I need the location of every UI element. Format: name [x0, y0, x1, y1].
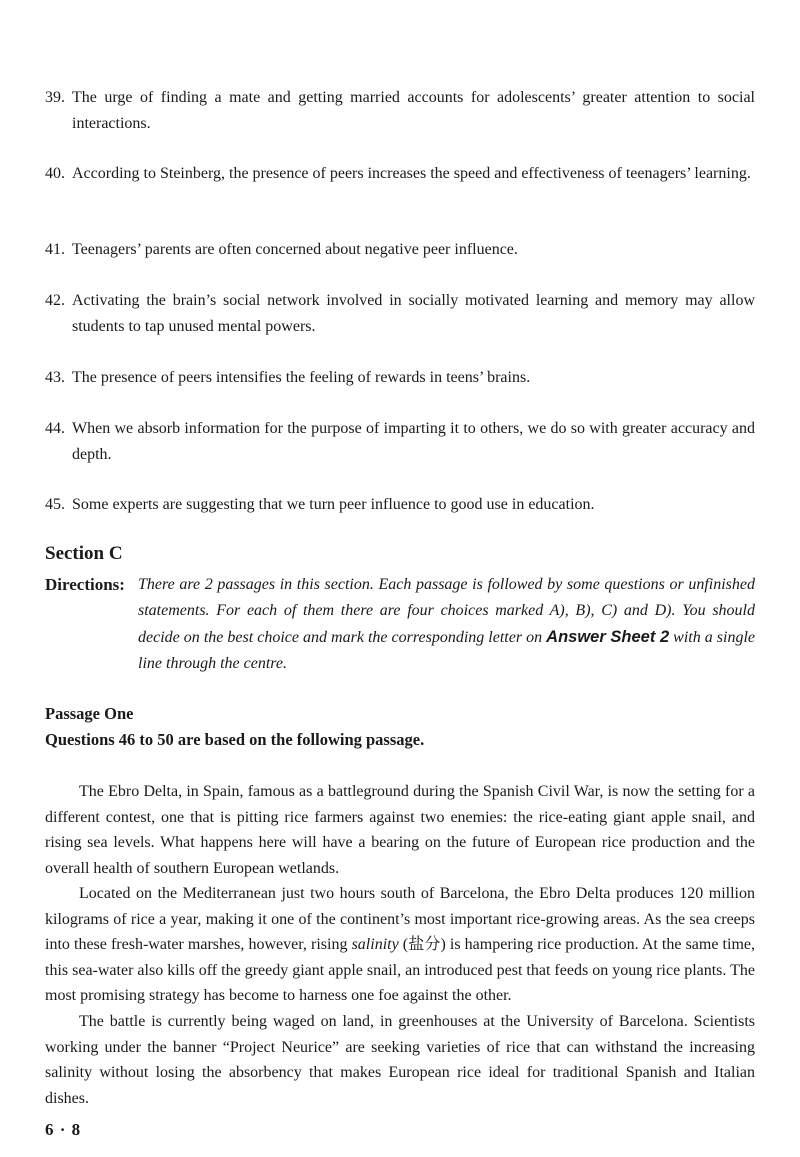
statement-44 [45, 416, 755, 468]
directions-end: with a single line through the centre. [138, 629, 756, 672]
statement-number: 44. [45, 420, 65, 437]
statement-number: 43. [45, 369, 65, 386]
paragraph-2-part-b: is hampering rice production. At the same time, this sea-water also kills off the greedy giant apple snail, an introduced pest that feeds on young rice plants. The most promising strategy has become to harness one foe against the other. [45, 936, 755, 1005]
passage-title: Passage One [45, 704, 134, 723]
statement-number: 41. [45, 241, 65, 258]
statement-40 [45, 161, 755, 187]
glossed-word: salinity [351, 936, 399, 954]
statement-45 [45, 492, 755, 518]
page-number: 6 · 8 [45, 1120, 82, 1139]
statement-42 [45, 288, 755, 340]
directions-body [45, 572, 755, 677]
paragraph-2-part-a: Located on the Mediterranean just two hours south of Barcelona, the Ebro Delta produces 120 million kilograms of rice a year, making it one of the continent’s most important rice-growing areas. As the sea creeps into these fresh-water marshes, however, rising [45, 885, 755, 954]
paragraph-2 [45, 881, 755, 1009]
directions [45, 572, 755, 677]
statement-text: The presence of peers intensifies the feeling of rewards in teens’ brains. [72, 369, 531, 386]
statement-number: 45. [45, 496, 65, 513]
directions-text: There are 2 passages in this section. Each passage is followed by some questions or unfinished statements. For each of them there are four choices marked A), B), C) and D). You should decide on the best choice and mark the corresponding letter on [138, 576, 755, 646]
statement-text: Teenagers’ parents are often concerned about negative peer influence. [72, 241, 518, 258]
paragraph-1: The Ebro Delta, in Spain, famous as a battleground during the Spanish Civil War, is now the setting for a different contest, one that is pitting rice farmers against two enemies: the rice-eating giant apple snail, and rising sea levels. What happens here will have a bearing on the future of European rice production and the overall health of southern European wetlands. [45, 783, 755, 877]
statement-text: The urge of finding a mate and getting married accounts for adolescents’ greater attention to social interactions. [72, 89, 755, 132]
statement-text: According to Steinberg, the presence of peers increases the speed and effectiveness of teenagers’ learning. [72, 165, 751, 182]
section-title: Section C [45, 543, 123, 564]
statement-43 [45, 365, 755, 391]
answer-sheet-label: Answer Sheet 2 [546, 628, 670, 646]
statement-text: Some experts are suggesting that we turn peer influence to good use in education. [72, 496, 595, 513]
statement-number: 40. [45, 165, 65, 182]
statement-number: 42. [45, 292, 65, 309]
statement-41 [45, 237, 755, 263]
paragraph-3: The battle is currently being waged on land, in greenhouses at the University of Barcelona. Scientists working under the banner “Project Neurice” are seeking varieties of rice that can withstand the increasing salinity without losing the absorbency that makes European rice ideal for traditional Spanish and Italian dishes. [45, 1013, 755, 1107]
statement-text: Activating the brain’s social network involved in socially motivated learning and memory may allow students to tap unused mental powers. [72, 292, 755, 335]
statement-number: 39. [45, 89, 65, 106]
statement-text: When we absorb information for the purpose of imparting it to others, we do so with greater accuracy and depth. [72, 420, 755, 463]
directions-label: Directions: [45, 575, 125, 594]
gloss: (盐分) [402, 936, 446, 954]
questions-range: Questions 46 to 50 are based on the following passage. [45, 730, 425, 749]
statement-39 [45, 85, 755, 137]
